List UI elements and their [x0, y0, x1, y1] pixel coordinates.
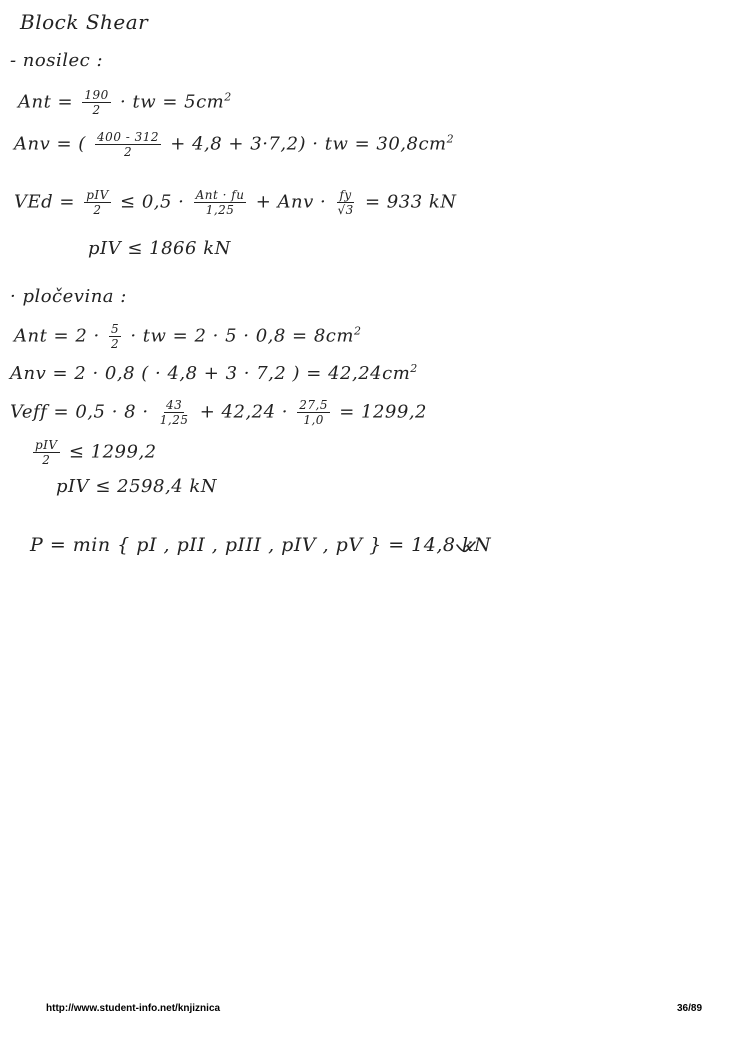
section-heading-nosilec: - nosilec :	[10, 50, 104, 71]
footer-page-number: 36/89	[677, 1003, 703, 1014]
equation-anv-nosilec: Anv = ( $\frac{400 - 312}{2}$ + 4,8 + 3·7,2) · tw = $30,8cm^2$	[14, 130, 455, 159]
checkmark-icon	[455, 540, 477, 554]
page-title: Block Shear	[20, 10, 149, 34]
result-plocevina: pIV ≤ 2598,4 kN	[56, 476, 218, 497]
equation-ant-nosilec: Ant = $\frac{190}{2}$ · tw = $5cm^2$	[18, 88, 232, 117]
footer-url: http://www.student-info.net/knjiznica	[46, 1003, 221, 1014]
equation-ant-plocevina: Ant = 2 · $\frac{5}{2}$ · tw = $2 \cdot 5 \cdot 0,8 = 8cm^2$	[14, 322, 362, 351]
final-equation: P = min { pI , pII , pIII , pIV , pV } = 14,8 kN	[30, 534, 492, 556]
equation-veff: Veff = 0,5 · 8 · $\frac{43}{1,25}$ + 42,24 · $\frac{27,5}{1,0}$ = 1299,2	[10, 398, 427, 427]
equation-anv-plocevina: Anv = 2 · 0,8 ( · 4,8 + 3 · 7,2 ) = $42,24cm^2$	[10, 362, 418, 384]
section-heading-plocevina: · pločevina :	[10, 286, 127, 307]
result-nosilec: pIV ≤ 1866 kN	[88, 238, 231, 259]
equation-ved: VEd = $\frac{\text{pIV}}{2}$ ≤ 0,5 · $\frac{\text{Ant · fu}}{1,25}$ + Anv · $\frac{fy}{√3}$ = 933 kN	[14, 188, 457, 217]
inequality-plocevina: $\frac{\text{pIV}}{2}$ ≤ 1299,2	[35, 438, 157, 467]
